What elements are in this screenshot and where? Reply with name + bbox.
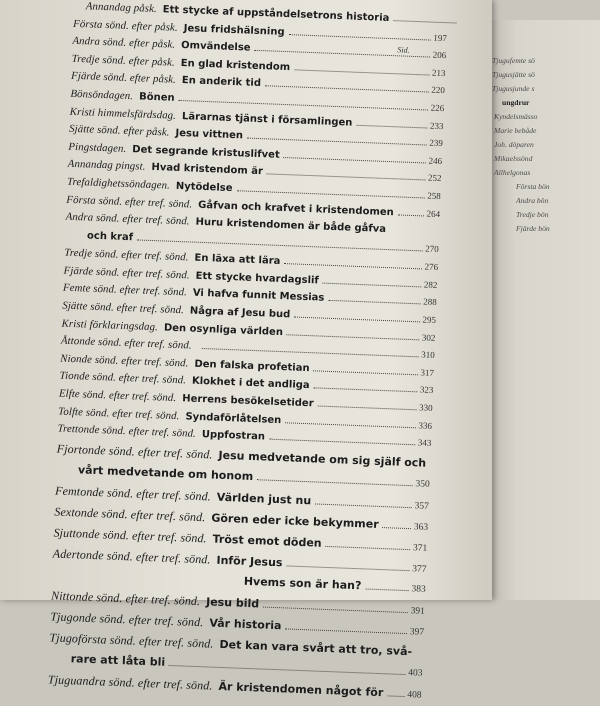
toc-leader-dots xyxy=(178,100,427,111)
toc-title: Omvändelse xyxy=(180,40,251,54)
toc-sunday: Fjärde sönd. efter tref. sönd. xyxy=(63,264,190,282)
toc-sunday: Sjätte sönd. efter tref. sönd. xyxy=(62,299,185,317)
toc-title: Den osynliga världen xyxy=(163,322,284,338)
toc-title: Jesu vittnen xyxy=(175,128,244,142)
toc-title: Herrens besökelsetider xyxy=(181,393,314,410)
toc-page-number: 213 xyxy=(431,67,446,78)
toc-sunday: Tredje sönd. efter påsk. xyxy=(71,52,176,69)
right-page-entry: Tjugusjätte sö xyxy=(492,70,535,79)
toc-title: En glad kristendom xyxy=(180,57,291,73)
toc-sunday: Sextonde sönd. efter tref. sönd. xyxy=(54,504,206,525)
toc-sunday: Tionde sönd. efter tref. sönd. xyxy=(59,369,187,387)
toc-page-number: 252 xyxy=(427,172,442,184)
toc-title: Ett stycke hvardagslif xyxy=(195,270,319,287)
toc-page-number: 383 xyxy=(411,584,426,595)
toc-sunday: Annandag påsk. xyxy=(85,0,157,16)
toc-title: En anderik tid xyxy=(181,75,262,90)
toc-title: Jesu medvetande om sig själf och xyxy=(218,448,427,470)
toc-leader-dots xyxy=(398,214,424,216)
toc-leader-dots xyxy=(263,606,408,613)
toc-leader-dots xyxy=(323,282,421,287)
toc-title: Det kan vara svårt att tro, svå- xyxy=(219,637,413,659)
toc-page-number: 397 xyxy=(409,626,425,638)
toc-sunday: Sjätte sönd. efter påsk. xyxy=(68,122,170,139)
toc-leader-dots xyxy=(201,348,418,357)
right-page-entry: Första bön xyxy=(516,182,550,191)
toc-page-number: 336 xyxy=(418,419,433,431)
toc-page-number: 206 xyxy=(432,49,447,61)
toc-leader-dots xyxy=(315,503,412,508)
toc-leader-dots xyxy=(247,138,426,146)
right-page-entry: Fjärde bön xyxy=(516,224,550,233)
right-page-entry: Andra bön xyxy=(516,196,549,205)
toc-leader-dots xyxy=(285,628,406,634)
toc-page-number: 302 xyxy=(421,332,436,343)
toc-leader-dots xyxy=(326,546,410,550)
toc-page-number: 377 xyxy=(412,564,427,575)
right-page-entry: ungdrur xyxy=(502,98,530,107)
toc-leader-dots xyxy=(314,388,417,393)
toc-sunday: Tolfte sönd. efter tref. sönd. xyxy=(58,405,180,422)
toc-page-number: 357 xyxy=(414,501,430,512)
toc-sunday: Andra sönd. efter påsk. xyxy=(72,35,176,51)
toc-title: Vår historia xyxy=(209,616,282,633)
toc-page-number: 258 xyxy=(427,190,441,202)
toc-sunday: Bönsöndagen. xyxy=(70,87,134,103)
toc-page-number: 403 xyxy=(408,667,423,679)
toc-sunday: Trefaldighetssöndagen. xyxy=(66,175,171,192)
toc-title: Uppfostran xyxy=(201,429,266,443)
right-page-entry: Joh. döparen xyxy=(494,140,534,149)
toc-page-number: 371 xyxy=(412,543,428,554)
toc-leader-dots xyxy=(285,422,415,428)
toc-leader-dots xyxy=(328,300,420,305)
toc-title: Tröst emot döden xyxy=(212,532,322,550)
toc-leader-dots xyxy=(294,317,419,323)
toc-title: Världen just nu xyxy=(216,490,312,508)
toc-leader-dots xyxy=(286,565,409,571)
toc-leader-dots xyxy=(265,86,428,93)
toc-title: Syndaförlåtelsen xyxy=(185,411,282,426)
toc-page-number: 197 xyxy=(433,32,448,43)
toc-sunday: Fjortonde sönd. efter tref. sönd. xyxy=(56,441,213,462)
toc-sunday: Tredje sönd. efter tref. sönd. xyxy=(64,246,189,264)
toc-sunday: Femte sönd. efter tref. sönd. xyxy=(62,282,188,299)
toc-sunday: Tjugonde sönd. efter tref. sönd. xyxy=(50,609,204,630)
toc-title: Huru kristendomen är både gåfva xyxy=(195,216,387,236)
toc-page-number: 282 xyxy=(423,279,438,290)
toc-leader-dots xyxy=(383,527,411,529)
toc-title: Nytödelse xyxy=(175,180,233,195)
toc-title-continuation: och kraf xyxy=(86,230,134,244)
right-page-entry: Tjugusjunde s xyxy=(492,84,535,93)
toc-title: Gören eder icke bekymmer xyxy=(211,511,379,531)
toc-title: Inför Jesus xyxy=(216,553,283,570)
toc-page-number: 363 xyxy=(413,522,429,533)
toc-leader-dots xyxy=(236,190,424,198)
toc-sunday: Kristi himmelsfärdsdag. xyxy=(69,105,177,122)
toc-page-number: 408 xyxy=(407,689,422,701)
toc-page-number: 350 xyxy=(415,479,430,490)
toc-sunday: Femtonde sönd. efter tref. sönd. xyxy=(54,483,212,504)
toc-title: Den falska profetian xyxy=(194,358,310,374)
toc-title: Lärarnas tjänst i församlingen xyxy=(181,110,353,129)
toc-title: Är kristendomen något för xyxy=(218,679,384,700)
toc-sunday: Åttonde sönd. efter tref. sönd. xyxy=(60,334,192,352)
toc-title: Hvad kristendom är xyxy=(151,162,264,178)
toc-leader-dots xyxy=(387,695,404,697)
toc-leader-dots xyxy=(313,370,417,375)
toc-sunday: Första sönd. efter tref. sönd. xyxy=(66,193,193,211)
toc-title: Jesu fridshälsning xyxy=(183,22,285,38)
toc-page-number: 323 xyxy=(419,384,434,396)
toc-sunday: Sjuttonde sönd. efter tref. sönd. xyxy=(53,525,207,546)
toc-page-number: 264 xyxy=(426,208,441,219)
toc-leader-dots xyxy=(284,263,421,269)
toc-title: Bönen xyxy=(138,91,175,104)
toc-leader-dots xyxy=(257,479,412,486)
toc-page-number: 233 xyxy=(429,120,444,131)
toc-page-number: 343 xyxy=(417,437,432,449)
toc-page-number: 239 xyxy=(429,137,444,149)
toc-title: Några af Jesu bud xyxy=(189,305,291,321)
right-page-entry: Tjugufemte sö xyxy=(492,56,535,65)
toc-leader-dots xyxy=(318,405,417,410)
toc-page-number: 330 xyxy=(418,402,433,413)
toc-sunday: Första sönd. efter påsk. xyxy=(72,17,178,34)
toc-leader-dots xyxy=(294,69,429,75)
toc-leader-dots xyxy=(284,157,426,163)
toc-sunday: Pingstdagen. xyxy=(68,140,127,155)
right-page-entry: Kyndelsmässo xyxy=(494,112,538,121)
toc-title: Hvems son är han? xyxy=(243,574,362,593)
toc-sunday: Kristi förklaringsdag. xyxy=(61,317,159,333)
toc-sunday: Nionde sönd. efter tref. sönd. xyxy=(60,352,189,370)
right-page-entry: Mikaelssönd xyxy=(494,154,533,163)
toc-page-number: 226 xyxy=(430,102,445,114)
toc-sunday: Trettonde sönd. efter tref. sönd. xyxy=(57,422,197,441)
toc-leader-dots xyxy=(269,439,415,446)
toc-page-number: 246 xyxy=(428,155,443,166)
toc-sunday: Elfte sönd. efter tref. sönd. xyxy=(58,387,177,405)
toc-page-number: 276 xyxy=(424,261,439,273)
toc-sunday: Tjugoförsta sönd. efter tref. sönd. xyxy=(49,630,214,651)
toc-leader-dots xyxy=(267,174,425,181)
toc-title-continuation: vårt medvetande om honom xyxy=(77,463,254,483)
toc-page-number: 220 xyxy=(431,85,446,96)
toc-page-number: 288 xyxy=(423,296,437,308)
toc-sunday: Nittonde sönd. efter tref. sönd. xyxy=(50,588,201,608)
toc-sunday: Fjärde sönd. efter påsk. xyxy=(70,70,177,87)
toc-sunday: Adertonde sönd. efter tref. sönd. xyxy=(52,546,211,567)
toc-title-continuation: rare att låta bli xyxy=(70,652,166,669)
toc-leader-dots xyxy=(169,665,405,675)
toc-page-number: 270 xyxy=(425,243,439,254)
toc-title: Ett stycke af uppståndelsetrons historia xyxy=(162,4,390,24)
toc-title: Vi hafva funnit Messias xyxy=(192,288,325,305)
toc-leader-dots xyxy=(287,334,419,340)
toc-sunday: Annandag pingst. xyxy=(67,158,146,174)
toc-title: Klokhet i det andliga xyxy=(191,376,310,392)
right-page-entry: Allhelgonas xyxy=(494,168,531,177)
toc-title: En läxa att lära xyxy=(194,252,281,268)
right-page xyxy=(488,20,600,600)
toc-title: Jesu bild xyxy=(205,595,260,611)
toc-sunday: Andra sönd. efter tref. sönd. xyxy=(65,210,190,228)
toc-leader-dots xyxy=(365,588,408,591)
toc-page-number: 310 xyxy=(421,349,435,361)
toc-leader-dots xyxy=(393,20,456,23)
toc-title: Gåfvan och krafvet i kristendomen xyxy=(197,199,394,218)
toc-title: Det segrande kristuslifvet xyxy=(132,143,280,161)
toc-leader-dots xyxy=(254,50,429,58)
toc-leader-dots xyxy=(289,34,431,40)
right-page-entry: Marie bebåde xyxy=(494,126,537,135)
toc-page-number: 317 xyxy=(420,367,435,378)
toc-page-number: 295 xyxy=(422,314,437,325)
toc-page-number: 391 xyxy=(410,606,426,617)
right-page-entry: Tredje bön xyxy=(516,210,549,219)
toc-sunday: Tjuguandra sönd. efter tref. sönd. xyxy=(47,672,213,693)
toc-leader-dots xyxy=(356,124,427,128)
page-column-header: Sid. xyxy=(397,45,410,55)
